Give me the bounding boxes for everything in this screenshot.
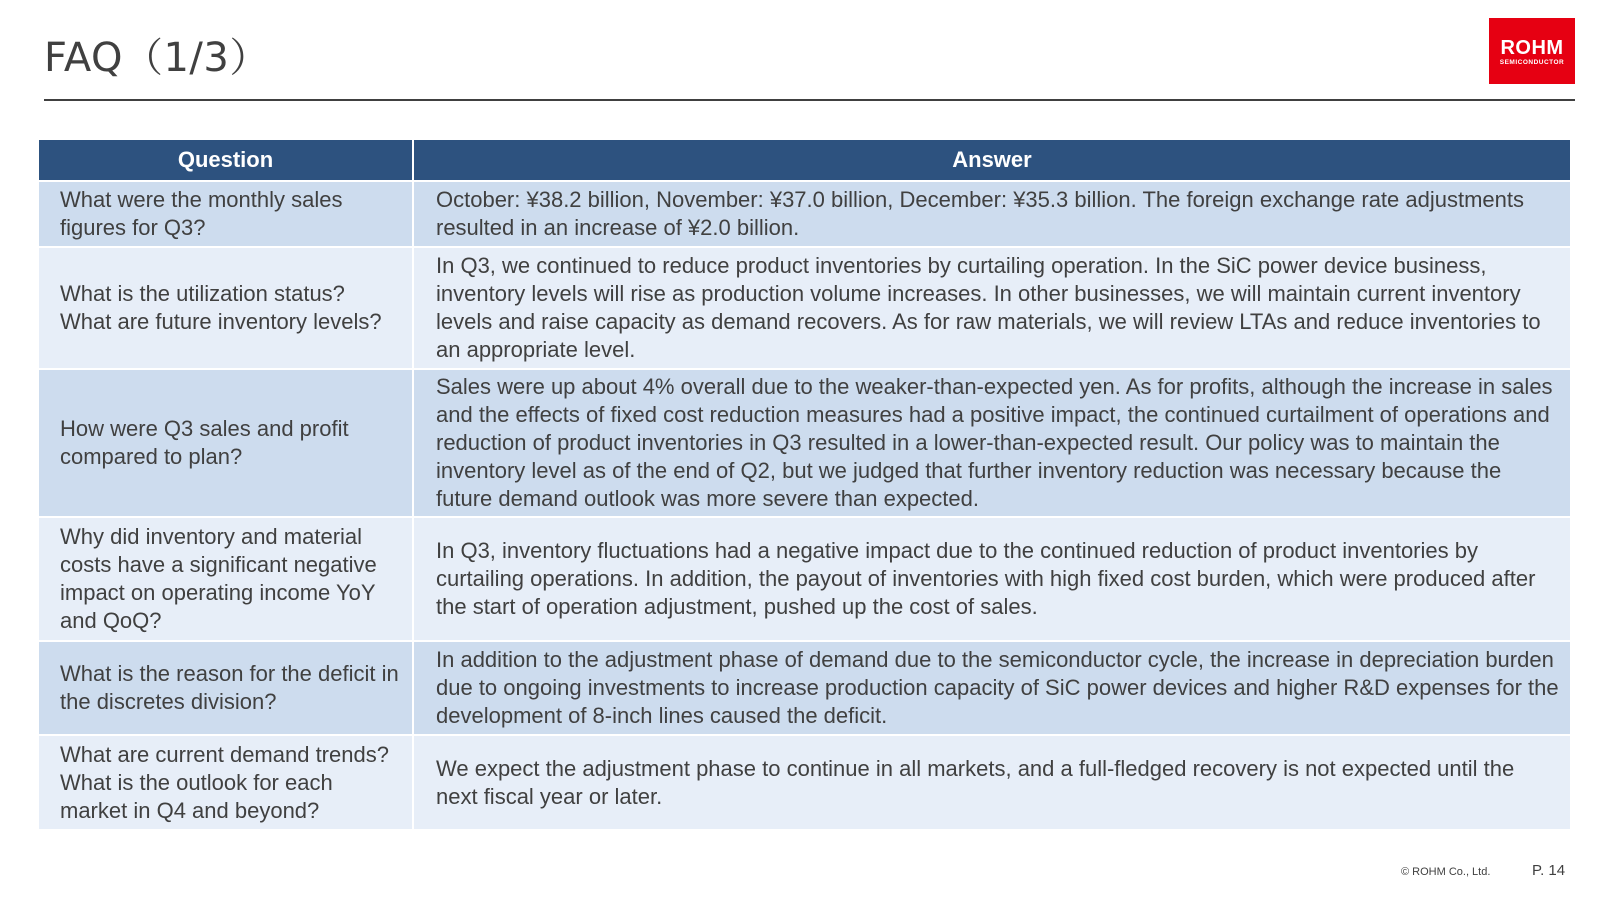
rohm-logo: [1489, 18, 1575, 84]
faq-header-row: [39, 140, 1570, 181]
logo-wordmark: ROHM: [1500, 37, 1564, 59]
faq-table: [39, 140, 1570, 831]
faq-answer: Sales were up about 4% overall due to the weaker-than-expected yen. As for profits, although the increase in sales and the effects of fixed cost reduction measures had a positive impact, the continued curtailment of operations and reduction of product inventories in Q3 resulted in a lower-than-expected result. Our policy was to maintain the inventory level as of the end of Q2, but we judged that further inventory reduction was necessary because the future demand outlook was more severe than expected.: [413, 369, 1570, 517]
faq-row: [39, 369, 1570, 517]
faq-question: Why did inventory and material costs have a significant negative impact on operating income YoY and QoQ?: [39, 517, 413, 641]
faq-row: [39, 641, 1570, 735]
column-header-question: Question: [39, 140, 413, 181]
faq-answer: In addition to the adjustment phase of demand due to the semiconductor cycle, the increase in depreciation burden due to ongoing investments to increase production capacity of SiC power devices and higher R&D expenses for the development of 8-inch lines caused the deficit.: [413, 641, 1570, 735]
page-number: P. 14: [1532, 862, 1566, 879]
title-divider: [44, 99, 1575, 101]
faq-question: What is the utilization status? What are future inventory levels?: [39, 247, 413, 369]
faq-answer: October: ¥38.2 billion, November: ¥37.0 billion, December: ¥35.3 billion. The foreign exchange rate adjustments resulted in an increase of ¥2.0 billion.: [413, 181, 1570, 247]
column-header-answer: Answer: [413, 140, 1570, 181]
page-title: FAQ（1/3）: [44, 35, 270, 81]
logo-subtitle: SEMICONDUCTOR: [1499, 59, 1565, 66]
faq-row: [39, 735, 1570, 830]
faq-answer: In Q3, inventory fluctuations had a negative impact due to the continued reduction of product inventories by curtailing operations. In addition, the payout of inventories with high fixed cost burden, which were produced after the start of operation adjustment, pushed up the cost of sales.: [413, 517, 1570, 641]
faq-question: What were the monthly sales figures for Q3?: [39, 181, 413, 247]
faq-answer: We expect the adjustment phase to continue in all markets, and a full-fledged recovery is not expected until the next fiscal year or later.: [413, 735, 1570, 830]
faq-row: [39, 181, 1570, 247]
faq-question: What are current demand trends? What is the outlook for each market in Q4 and beyond?: [39, 735, 413, 830]
copyright-notice: © ROHM Co., Ltd.: [1401, 866, 1491, 878]
faq-answer: In Q3, we continued to reduce product inventories by curtailing operation. In the SiC power device business, inventory levels will rise as production volume increases. In other businesses, we will maintain current inventory levels and raise capacity as demand recovers. As for raw materials, we will review LTAs and reduce inventories to an appropriate level.: [413, 247, 1570, 369]
faq-question: How were Q3 sales and profit compared to plan?: [39, 369, 413, 517]
faq-question: What is the reason for the deficit in the discretes division?: [39, 641, 413, 735]
faq-row: [39, 247, 1570, 369]
faq-row: [39, 517, 1570, 641]
